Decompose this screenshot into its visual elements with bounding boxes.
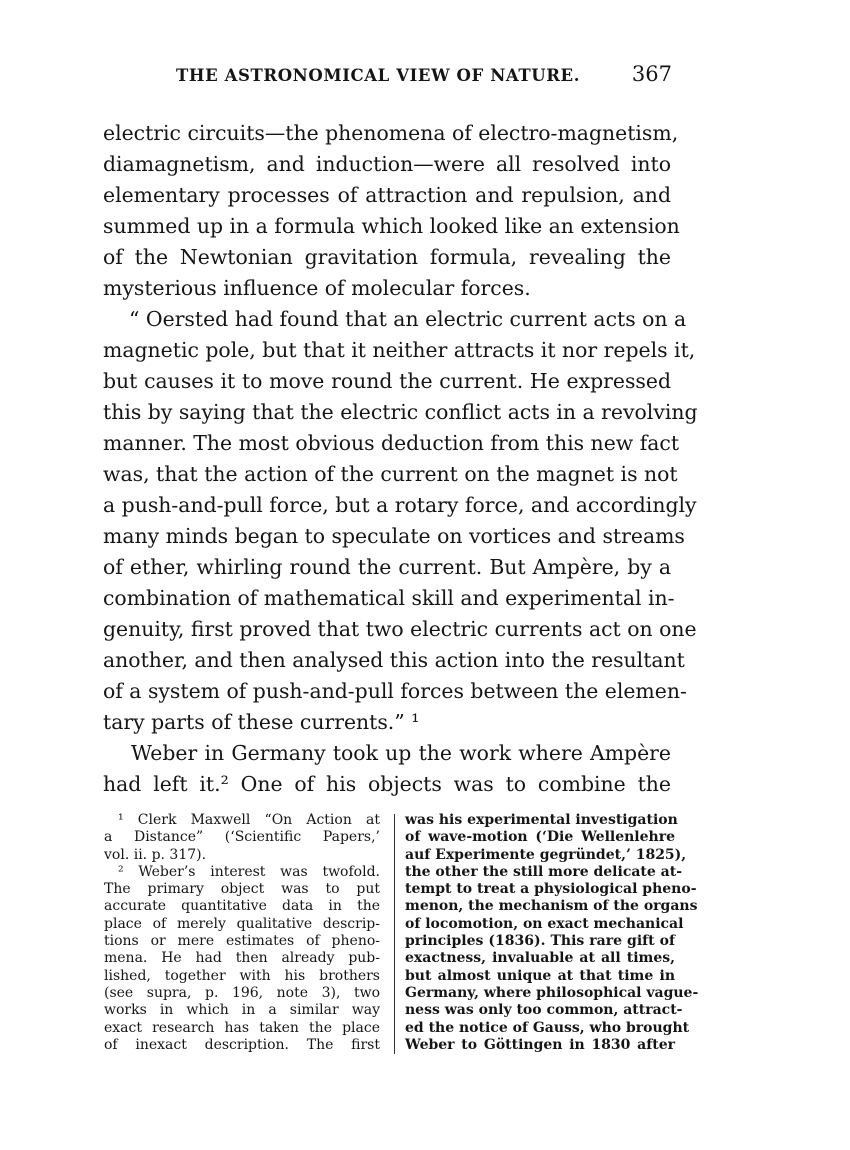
footnote-line: vol. ii. p. 317). — [104, 846, 207, 863]
text-line: of a system of push-and-pull forces between the elemen- — [103, 679, 687, 703]
text-line: summed up in a formula which looked like an extension — [103, 214, 680, 238]
text-line: diamagnetism, and induction—were all resolved into — [103, 152, 671, 176]
footnote-line: accurate quantitative data in the — [104, 898, 380, 915]
footnote-line: place of merely qualitative descrip- — [104, 915, 380, 932]
column-divider — [394, 814, 395, 1054]
text-line: manner. The most obvious deduction from this new fact — [103, 431, 680, 455]
text-line: was, that the action of the current on the magnet is not — [103, 462, 678, 486]
text-line: electric circuits—the phenomena of electro-magnetism, — [103, 121, 679, 145]
footnote-line: The primary object was to put — [104, 881, 380, 898]
text-line: of ether, whirling round the current. But Ampère, by a — [103, 555, 671, 579]
footnote-line: but almost unique at that time in — [405, 967, 675, 984]
footnote-line: ¹ Clerk Maxwell “On Action at — [118, 812, 380, 828]
footnote-line: principles (1836). This rare gift of — [405, 933, 675, 950]
footnote-line: of wave-motion (‘Die Wellenlehre — [405, 829, 675, 846]
text-line: genuity, first proved that two electric currents act on one — [103, 617, 697, 641]
text-line: elementary processes of attraction and repulsion, and — [103, 183, 671, 207]
footnote-line: menon, the mechanism of the organs — [405, 898, 698, 915]
footnote-line: Germany, where philosophical vague- — [405, 984, 699, 1001]
text-line: Weber in Germany took up the work where Ampère — [131, 741, 671, 765]
footnote-line: of inexact description. The first — [104, 1036, 380, 1053]
footnote-line: was his experimental investigation — [405, 812, 678, 828]
text-line: mysterious influence of molecular forces. — [103, 276, 531, 300]
footnote-line: tions or mere estimates of pheno- — [104, 933, 380, 950]
text-line: had left it.² One of his objects was to combine the — [103, 772, 671, 796]
page-number: 367 — [631, 62, 672, 86]
footnotes-right-column — [405, 812, 699, 1054]
footnote-line: the other the still more delicate at- — [405, 863, 683, 880]
footnote-line: exact research has taken the place — [104, 1019, 380, 1036]
text-line: this by saying that the electric conflict acts in a revolving — [103, 400, 698, 424]
text-line: many minds began to speculate on vortices and streams — [103, 524, 685, 548]
footnote-line: mena. He had then already pub- — [104, 950, 380, 967]
footnote-line: Weber to Göttingen in 1830 after — [405, 1036, 675, 1053]
footnote-line: works in which in a similar way — [104, 1002, 380, 1019]
text-line: combination of mathematical skill and experimental in- — [103, 586, 675, 610]
footnote-line: auf Experimente gegründet,’ 1825), — [405, 846, 687, 863]
main-text — [103, 118, 698, 800]
footnote-line: ness was only too common, attract- — [405, 1002, 683, 1019]
footnote-line: of locomotion, on exact mechanical — [405, 915, 684, 932]
footnote-line: exactness, invaluable at all times, — [405, 950, 675, 967]
footnote-line: a Distance” (‘Scientific Papers,’ — [104, 829, 380, 846]
footnote-line: lished, together with his brothers — [104, 967, 380, 984]
text-line: a push-and-pull force, but a rotary force, and accordingly — [103, 493, 697, 517]
footnote-line: (see supra, p. 196, note 3), two — [104, 984, 380, 1001]
footnote-line: tempt to treat a physiological pheno- — [405, 881, 697, 898]
text-line: of the Newtonian gravitation formula, revealing the — [103, 245, 671, 269]
text-line: magnetic pole, but that it neither attracts it nor repels it, — [103, 338, 696, 362]
text-line: “ Oersted had found that an electric current acts on a — [129, 307, 687, 331]
footnotes-left-column — [104, 812, 380, 1054]
text-line: but causes it to move round the current. He expressed — [103, 369, 671, 393]
text-line: another, and then analysed this action into the resultant — [103, 648, 685, 672]
page-header — [176, 64, 672, 90]
running-head: THE ASTRONOMICAL VIEW OF NATURE. — [176, 66, 581, 85]
footnote-line: ² Weber’s interest was twofold. — [118, 863, 380, 880]
text-line: tary parts of these currents.” ¹ — [103, 710, 420, 734]
footnote-line: ed the notice of Gauss, who brought — [405, 1019, 690, 1036]
